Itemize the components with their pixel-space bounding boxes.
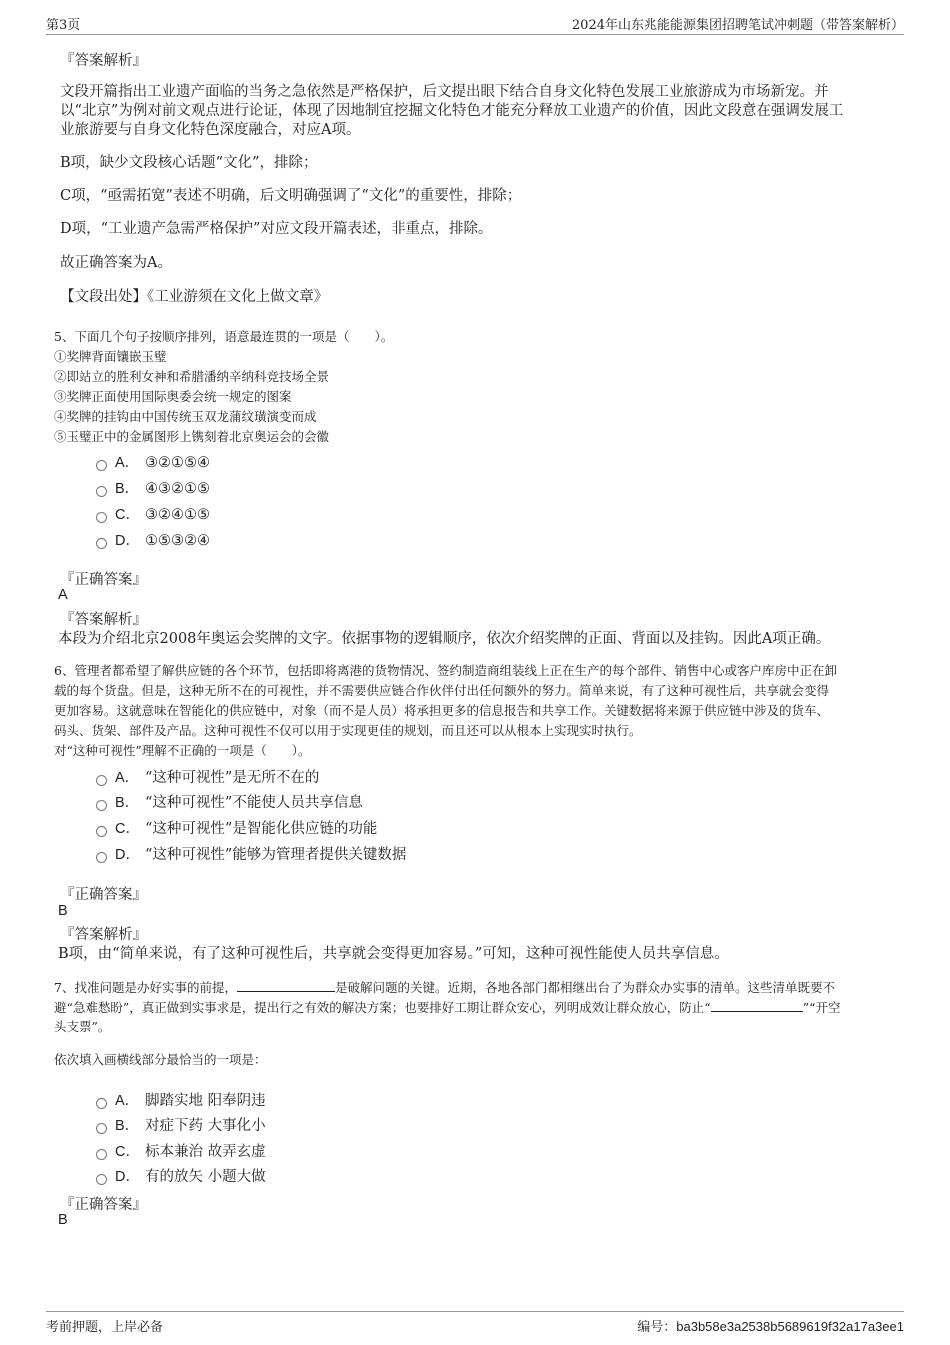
q6-option-b[interactable]: B． “这种可视性”不能使人员共享信息	[96, 791, 363, 811]
radio-icon[interactable]	[96, 460, 107, 471]
q5-answer: A	[58, 587, 68, 603]
q4-option-b-analysis: B项，缺少文段核心话题“文化”，排除；	[60, 155, 318, 171]
page-footer	[46, 1311, 904, 1336]
q6-answer-title: 『正确答案』	[60, 887, 147, 903]
radio-icon[interactable]	[96, 826, 107, 837]
q5-stem: 5、下面几个句子按顺序排列，语意最连贯的一项是（ ）。	[54, 329, 394, 344]
q5-analysis-title: 『答案解析』	[60, 612, 147, 628]
q6-analysis-title: 『答案解析』	[60, 927, 147, 943]
q7-answer-title: 『正确答案』	[60, 1197, 147, 1213]
radio-icon[interactable]	[96, 538, 107, 549]
q4-analysis-title: 『答案解析』	[60, 53, 147, 69]
q7-option-c[interactable]: C． 标本兼治 故弄玄虚	[96, 1140, 266, 1160]
q4-analysis-line2: 以“北京”为例对前文观点进行论证，体现了因地制宜挖掘文化特色才能充分释放工业遗产的价值，因此文段意在强调发展工	[60, 103, 844, 119]
q5-sentence-5: ⑤玉璧正中的金属图形上镌刻着北京奥运会的会徽	[54, 429, 330, 444]
q6-passage-line2: 载的每个货盘。但是，这种无所不在的可视性，并不需要供应链合作伙伴付出任何额外的努力。简单来说，有了这种可视性后，共享就会变得	[54, 683, 830, 698]
q7-option-b[interactable]: B． 对症下药 大事化小	[96, 1114, 266, 1134]
radio-icon[interactable]	[96, 1174, 107, 1185]
q6-answer: B	[58, 903, 68, 919]
document-title: 2024年山东兆能能源集团招聘笔试冲刺题（带答案解析）	[571, 18, 904, 33]
radio-icon[interactable]	[96, 775, 107, 786]
q7-option-a[interactable]: A． 脚踏实地 阳奉阴违	[96, 1089, 266, 1109]
q5-sentence-2: ②即站立的胜利女神和希腊潘纳辛纳科竞技场全景	[54, 369, 330, 384]
q6-analysis: B项，由“简单来说，有了这种可视性后，共享就会变得更加容易。”可知，这种可视性能使人员共享信息。	[58, 946, 729, 962]
q4-analysis-line3: 业旅游要与自身文化特色深度融合，对应A项。	[60, 122, 361, 138]
q5-sentence-4: ④奖牌的挂钩由中国传统玉双龙蒲纹璜演变而成	[54, 409, 317, 424]
q5-answer-title: 『正确答案』	[60, 572, 147, 588]
document-id: 编号：ba3b58e3a2538b5689619f32a17a3ee1	[637, 1319, 904, 1335]
q5-analysis: 本段为介绍北京2008年奥运会奖牌的文字。依据事物的逻辑顺序，依次介绍奖牌的正面、背面以及挂钩。因此A项正确。	[58, 631, 831, 647]
page-number: 第3页	[46, 18, 81, 33]
q6-option-a[interactable]: A． “这种可视性”是无所不在的	[96, 766, 319, 786]
q5-sentence-1: ①奖牌背面镶嵌玉璧	[54, 349, 167, 364]
fill-blank-2	[711, 997, 803, 1012]
q4-option-d-analysis: D项，“工业遗产急需严格保护”对应文段开篇表述，非重点，排除。	[60, 221, 493, 237]
radio-icon[interactable]	[96, 800, 107, 811]
radio-icon[interactable]	[96, 1149, 107, 1160]
q4-option-c-analysis: C项，“亟需拓宽”表述不明确，后文明确强调了“文化”的重要性，排除；	[60, 188, 522, 204]
radio-icon[interactable]	[96, 1098, 107, 1109]
q6-option-c[interactable]: C． “这种可视性”是智能化供应链的功能	[96, 817, 377, 837]
q5-option-c[interactable]: C． ③②④①⑤	[96, 503, 210, 523]
radio-icon[interactable]	[96, 852, 107, 863]
radio-icon[interactable]	[96, 486, 107, 497]
q5-option-b[interactable]: B． ④③②①⑤	[96, 477, 210, 497]
q7-option-d[interactable]: D． 有的放矢 小题大做	[96, 1165, 266, 1185]
q6-question: 对“这种可视性”理解不正确的一项是（ ）。	[54, 743, 311, 758]
q7-stem-line3: 头支票”。	[54, 1019, 111, 1034]
q6-option-d[interactable]: D． “这种可视性”能够为管理者提供关键数据	[96, 843, 406, 863]
q7-answer: B	[58, 1212, 68, 1228]
q7-stem-line1: 7、找准问题是办好实事的前提， 是破解问题的关键。近期，各地各部门都相继出台了为群众办实事的清单。这些清单既要不	[54, 977, 835, 998]
footer-slogan: 考前押题，上岸必备	[46, 1320, 164, 1335]
q4-analysis-line1: 文段开篇指出工业遗产面临的当务之急依然是严格保护，后文提出眼下结合自身文化特色发展工业旅游成为市场新宠。并	[60, 84, 829, 100]
page-header	[46, 12, 904, 35]
radio-icon[interactable]	[96, 1123, 107, 1134]
radio-icon[interactable]	[96, 512, 107, 523]
q6-passage-line3: 更加容易。这就意味在智能化的供应链中，对象（而不是人员）将承担更多的信息报告和共享工作。关键数据将来源于供应链中涉及的货车、	[54, 703, 830, 718]
q5-option-d[interactable]: D． ①⑤③②④	[96, 529, 210, 549]
q7-prompt: 依次填入画横线部分最恰当的一项是：	[54, 1052, 267, 1067]
fill-blank-1	[237, 977, 335, 992]
q6-passage-line1: 6、管理者都希望了解供应链的各个环节，包括即将离港的货物情况、签约制造商组装线上正在生产的每个部件、销售中心或客户库房中正在卸	[54, 663, 837, 678]
q4-source: 【文段出处】《工业游须在文化上做文章》	[60, 289, 329, 305]
q4-conclusion: 故正确答案为A。	[60, 255, 172, 271]
q6-passage-line4: 码头、货架、部件及产品。这种可视性不仅可以用于实现更佳的规划，而且还可以从根本上实现实时执行。	[54, 723, 642, 738]
q5-option-a[interactable]: A． ③②①⑤④	[96, 451, 210, 471]
q5-sentence-3: ③奖牌正面使用国际奥委会统一规定的图案	[54, 389, 292, 404]
q7-stem-line2: 避“急难愁盼”，真正做到实事求是，提出行之有效的解决方案；也要排好工期让群众安心，列明成效让群众放心，防止“ ”“开空	[54, 997, 840, 1018]
